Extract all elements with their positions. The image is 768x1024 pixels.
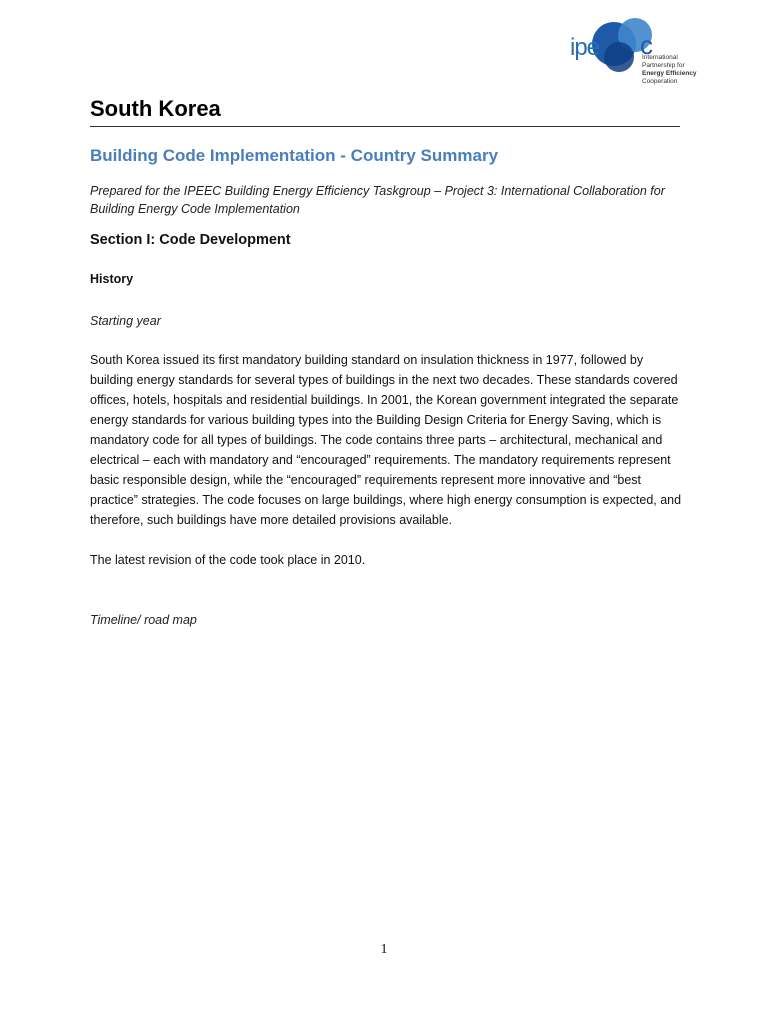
logo-tagline-line: International <box>642 54 678 61</box>
revision-paragraph: The latest revision of the code took place in 2010. <box>90 553 366 567</box>
timeline-label: Timeline/ road map <box>90 613 197 627</box>
ipeec-logo <box>566 16 706 92</box>
country-title: South Korea <box>90 96 221 121</box>
subsection-heading: History <box>90 272 134 286</box>
prepared-for-note: Prepared for the IPEEC Building Energy Efficiency Taskgroup – Project 3: International Collaboration for Building Energy Code Implementation <box>90 184 665 216</box>
logo-wordmark: ipe <box>570 34 600 61</box>
title-divider <box>90 126 680 127</box>
document-heading: Building Code Implementation - Country Summary <box>90 146 499 165</box>
logo-tagline <box>642 54 712 86</box>
starting-year-label: Starting year <box>90 314 161 328</box>
section-heading: Section I: Code Development <box>90 232 291 248</box>
logo-tagline-line: Energy Efficiency <box>642 70 697 77</box>
logo-circle-icon <box>604 42 634 72</box>
logo-tagline-line: Partnership for <box>642 62 685 69</box>
logo-wordmark-end: c <box>640 30 653 60</box>
history-paragraph: South Korea issued its first mandatory building standard on insulation thickness in 1977, followed by building energy standards for several types of buildings in the next two decades. These standards covered offices, hotels, hospitals and residential buildings. In 2001, the Korean government integrated the separate energy standards for various building types into the Building Design Criteria for Energy Saving, which is mandatory code for all types of buildings. The code contains three parts – architectural, mechanical and electrical – each with mandatory and “encouraged” requirements. The mandatory requirements represent basic responsible design, while the “encouraged” requirements represent more innovative and “best practice” strategies. The code focuses on large buildings, where high energy consumption is expected, and therefore, such buildings have more detailed provisions available. <box>90 353 682 527</box>
logo-tagline-line: Cooperation <box>642 78 678 85</box>
page-number: 1 <box>380 942 388 957</box>
